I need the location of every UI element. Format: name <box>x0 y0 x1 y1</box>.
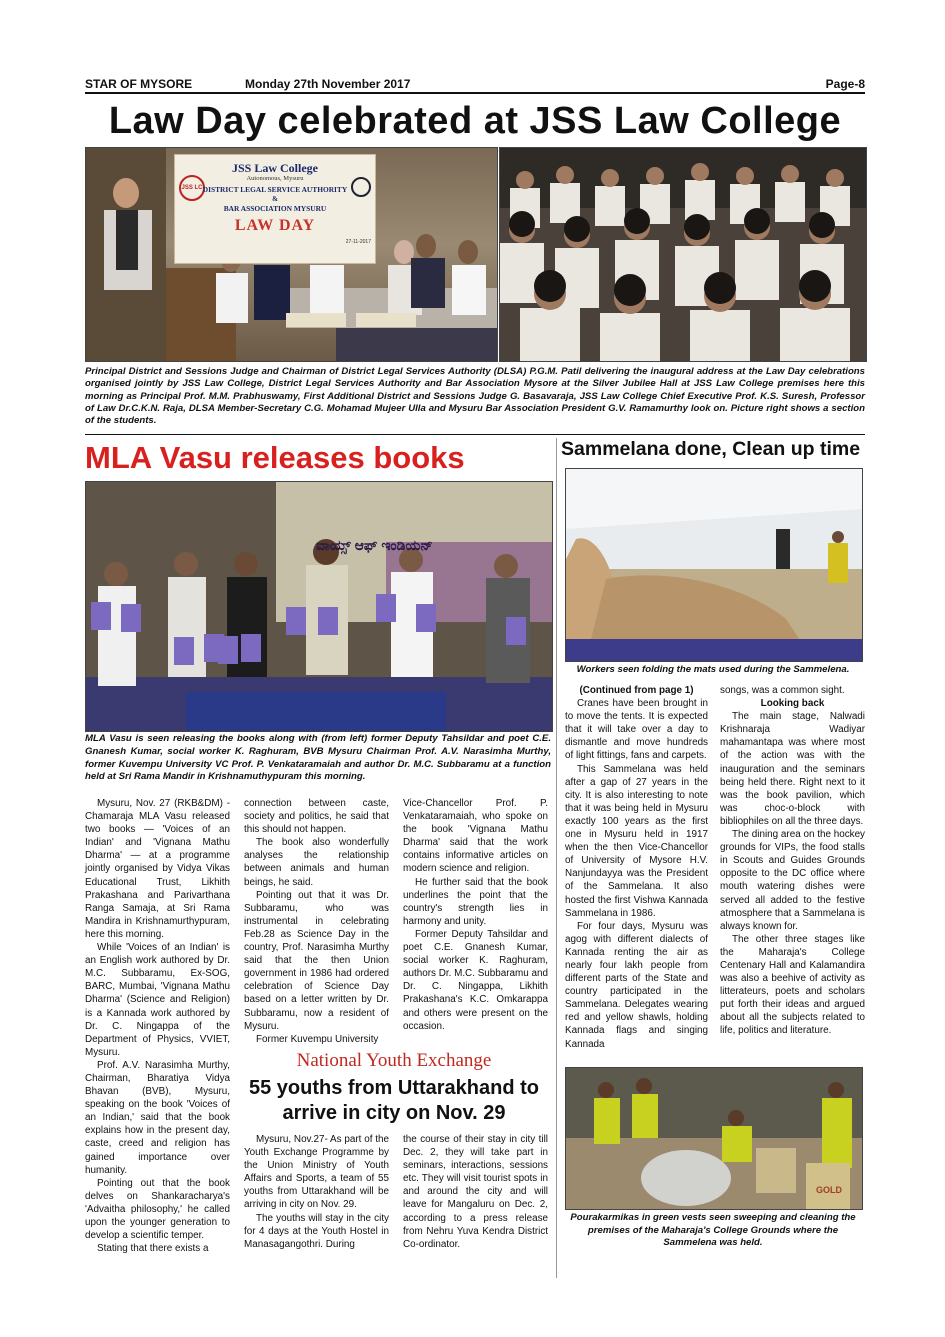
issue-date: Monday 27th November 2017 <box>245 77 411 91</box>
vasu-headline: MLA Vasu releases books <box>85 440 465 475</box>
vasu-col3-p1: Vice-Chancellor Prof. P. Venkataramaiah, who spoke on the book 'Vignana Mathu Dharma' said that the work contains informative articles on modern science and religion. <box>403 798 548 875</box>
sammelana-col-2 <box>720 684 865 1038</box>
paper-name: STAR OF MYSORE <box>85 77 193 91</box>
youth-col1-p1: Mysuru, Nov.27- As part of the Youth Exchange Programme by the Union Ministry of Youth Affairs and Sports, a team of 55 youths from Uttarakhand will be arriving in city on Nov. 29. <box>244 1134 389 1211</box>
book-release-photo <box>85 481 553 732</box>
mats-folding-photo <box>565 468 863 662</box>
samm-col1-p3: For four days, Mysuru was agog with different dialects of Kannada renting the air as nearly four lakh people from different parts of the State and country participated in the Sammelana. Delegates wearing red and yellow shawls, holding Kannada flags and singing Kannada <box>565 920 708 1050</box>
jss-logo-icon: JSS LC <box>179 175 205 201</box>
law-day-banner <box>174 154 376 264</box>
book-release-illustration <box>86 482 552 731</box>
samm-col2-p2: The dining area on the hockey grounds for VIPs, the food stalls in Scouts and Guides Grounds opposite to the DC office where mouth watering dishes were served all added to the festive atmosphere that a Sammelana is always known for. <box>720 829 865 932</box>
audience-illustration <box>500 148 866 361</box>
samm-col2-p3: The other three stages like the Maharaja's College Centenary Hall and Kalamandira was also a beehive of activity as litterateurs, poets and scholars put forth their ideas and argued about all the subjects related to life, politics and literature. <box>720 933 865 1037</box>
banner-line3: DISTRICT LEGAL SERVICE AUTHORITY <box>202 185 348 194</box>
cleaning-caption: Pourakarmikas in green vests seen sweeping and cleaning the premises of the Maharaja's College Grounds where the Sammelena was held. <box>570 1212 856 1249</box>
youth-col2-p1: the course of their stay in city till Dec. 2, they will take part in seminars, interactions, sessions etc. They will visit tourist spots in and around the city and will leave for Mangaluru on Dec. 2, according to a press release from Nehru Yuva Kendra District Co-ordinator. <box>403 1134 548 1250</box>
looking-back-subhead: Looking back <box>760 698 825 710</box>
vasu-col2-p1: connection between caste, society and politics, he said that this should not happen. <box>244 798 389 836</box>
students-audience-photo <box>499 147 867 362</box>
vasu-col2-p3: Pointing out that it was Dr. Subbaramu, who was instrumental in celebrating Feb.28 as Science Day in the country, Prof. Narasimha Murthy said that the then Union government in 1986 had ordered celebration of Science Day based on a letter written by Dr. Subbaramu, now a resident of Mysuru. <box>244 889 389 1032</box>
vasu-caption: MLA Vasu is seen releasing the books along with (from left) former Deputy Tahsildar and poet C.E. Gnanesh Kumar, social worker K. Raghuram, BVB Mysuru Chairman Prof. A.V. Narasimha Murthy, former Kuvempu University VC Prof. P. Venkataramaiah and author Dr. M.C. Subbaramu at a function held at Sri Rama Mandir in Krishnamuthypuram this morning. <box>85 733 551 783</box>
law-day-caption: Principal District and Sessions Judge and Chairman of District Legal Services Authority (DLSA) P.G.M. Patil delivering the inaugural address at the Law Day celebrations organised jointly by JSS Law College, District Legal Services Authority and Bar Association Mysore at the Silver Jubilee Hall at JSS Law College premises here this morning as Principal Prof. M.M. Prabhuswamy, First Additional District and Sessions Judge G. Basavaraja, JSS Law College Chief Executive Prof. K.S. Suresh, Professor of Law Dr.C.K.N. Raja, DLSA Member-Secretary C.G. Mohamad Mujeer Ulla and Mysuru Bar Association President G.V. Ramamurthy look on. Picture right shows a section of the students. <box>85 366 865 427</box>
banner-line5: BAR ASSOCIATION MYSURU <box>223 204 327 213</box>
samm-col1-p1: Cranes have been brought in to move the tents. It is expected that it will take over a day to dismantle and move hundreds of light fittings, fans and carpets. <box>565 698 708 762</box>
law-day-stage-photo <box>85 147 498 362</box>
banner-line1: JSS Law College <box>231 161 318 175</box>
vasu-col2-p4: Former Kuvempu University <box>256 1033 379 1045</box>
cleaning-photo <box>565 1067 863 1210</box>
youth-col-1 <box>244 1133 389 1251</box>
sammelana-col-1 <box>565 684 708 1051</box>
vasu-col-2 <box>244 797 389 1046</box>
masthead-rule <box>85 92 865 94</box>
vasu-col1-p2: While 'Voices of an Indian' is an English work authored by Dr. M.C. Subbaramu, Ex-SOG, BARC, Mumbai, 'Vignana Mathu Dharma' (Science and Religion) is a Kannada work authored by Dr. C. Ningappa of the Department of Physics, VVIET, Mysuru. <box>85 942 230 1058</box>
vasu-col1-p4: Pointing out that the book delves on Shankaracharya's 'Advaitha philosophy,' he called upon the younger generation to develop a scientific temper. <box>85 1177 230 1242</box>
section-rule <box>85 434 865 435</box>
banner-line4: & <box>272 195 278 203</box>
youth-headline: 55 youths from Uttarakhand to arrive in city on Nov. 29 <box>248 1077 540 1124</box>
law-day-headline: Law Day celebrated at JSS Law College <box>108 100 842 142</box>
youth-col1-p2: The youths will stay in the city for 4 days at the Youth Hostel in Manasagangothri. During <box>244 1212 389 1250</box>
mats-caption: Workers seen folding the mats used during the Sammelena. <box>576 664 850 675</box>
vasu-col2-p2: The book also wonderfully analyses the relationship between animals and human beings, he said. <box>244 837 389 888</box>
page-number: Page-8 <box>825 77 865 91</box>
youth-col-2 <box>403 1133 548 1251</box>
banner-line6: LAW DAY <box>234 217 316 234</box>
samm-col1-p2: This Sammelana was held after a gap of 27 years in the city. It is also interesting to note that it was being held in Mysuru exactly 100 years as the first one in Mysuru held in 1917 when the then Vice-Chancellor of University of Mysore H.V. Nanjundayya was the President of the Sammelana. It also hosted the first Vishwa Kannada Sammelana in 1986. <box>565 763 708 919</box>
vasu-col3-p2: He further said that the book underlines the point that the country's strength lies in harmony and unity. <box>403 876 548 927</box>
vasu-col1-p1: Mysuru, Nov. 27 (RKB&DM) - Chamaraja MLA Vasu released two books — 'Voices of an Indian' and 'Vignana Mathu Dharma' — at a programme jointly organised by Vidya Vikas Educational Trust, Likhith Prakashana and Parivarthana Ranga Samaja, at Sri Rama Mandira in Krishnamurthypuram, here this morning. <box>85 798 230 940</box>
masthead <box>85 77 865 93</box>
banner-line2: Autonomous, Mysuru <box>246 175 304 182</box>
sack-label: GOLD <box>816 1185 842 1195</box>
tent-mats-illustration <box>566 469 862 661</box>
continued-note: (Continued from page 1) <box>579 685 694 696</box>
vasu-col-3 <box>403 797 548 1033</box>
vasu-col3-p3: Former Deputy Tahsildar and poet C.E. Gnanesh Kumar, social worker K. Raghuram, authors Dr. M.C. Subbaramu and Dr. C. Ningappa, Likhith Prakashana's K.C. Omkarappa and others were present on the occasion. <box>403 928 548 1032</box>
youth-kicker: National Youth Exchange <box>296 1050 492 1071</box>
vasu-col1-p3: Prof. A.V. Narasimha Murthy, Chairman, Bharatiya Vidya Bhavan (BVB), Mysuru, speaking on the book 'Voices of an Indian,' said that the book explains how in the present day, caste, creed and religion has gained importance over humanity. <box>85 1059 230 1176</box>
vasu-col-1 <box>85 797 230 1255</box>
banner-kannada-text: ವಾಯ್ಸ್ ಆಫ್ ಇಂಡಿಯನ್ <box>316 537 433 553</box>
samm-col2-lead: songs, was a common sight. <box>720 685 845 696</box>
vasu-col1-p5: Stating that there exists a <box>97 1243 209 1255</box>
column-divider <box>556 438 557 1278</box>
sammelana-headline: Sammelana done, Clean up time <box>561 438 861 460</box>
samm-col2-p1: The main stage, Nalwadi Krishnaraja Wadiyar mahamantapa was where most of the action was with the inauguration and the seminars being held there. Right next to it was the book pavilion, which was choc-o-block with bibliophiles on all the three days. <box>720 711 865 827</box>
banner-date: 27-11-2017 <box>345 239 371 245</box>
